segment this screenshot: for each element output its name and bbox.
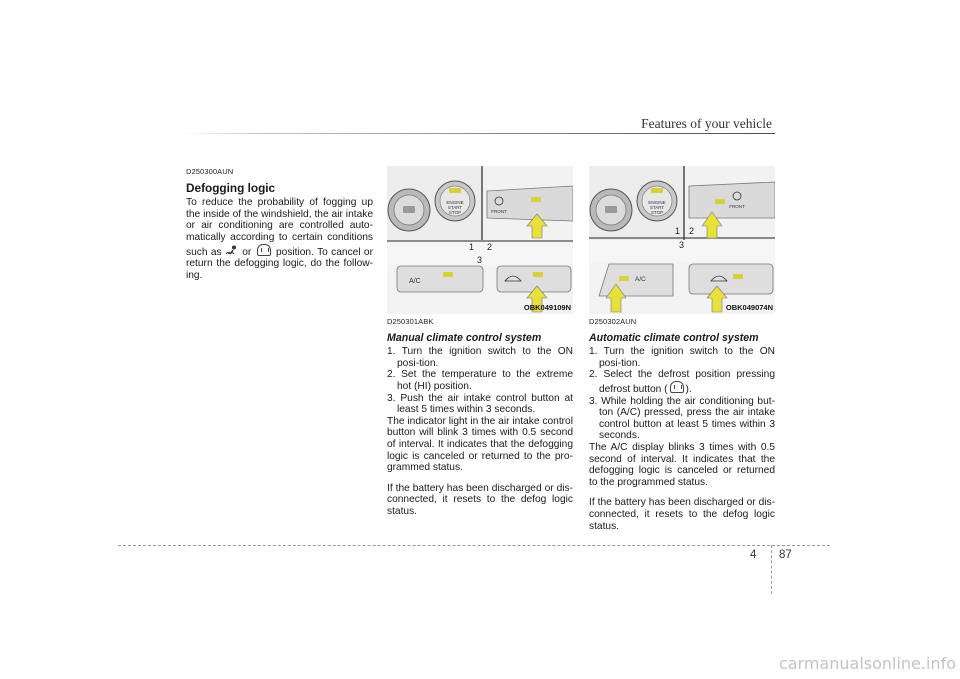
fig2-callout-2: 2 [689,226,695,236]
section-code: D250300AUN [186,167,234,176]
list-item: 2. Set the temperature to the extreme hot (HI) position. [387,369,573,392]
figure-ref-code: OBK049074N [725,303,773,312]
chapter-number: 4 [750,549,757,561]
figure-manual-controls [387,166,573,314]
figure-automatic-controls [589,166,775,314]
list-item: 1. Turn the ignition switch to the ON posi-tion. [589,346,775,369]
manual-controls-illustration [387,166,573,314]
page-number: 87 [779,549,792,561]
fig1-start-label: START [447,205,463,210]
intro-text-1: To reduce the probability of fogging up the inside of the windshield, the air intake or air conditioning are controlled auto-matically according to certain conditions such as [186,197,373,258]
list-item: 1. Turn the ignition switch to the ON posi-tion. [387,346,573,369]
fig2-engine-label: ENGINE [648,200,666,205]
defrost-icon [257,244,271,256]
automatic-paragraph-2: If the battery has been discharged or dis-connected, it resets to the defog logic status. [589,497,775,532]
subsection-title: Manual climate control system [387,331,542,344]
intro-text-2: position. To cancel or return the defogging logic, do the follow-ing. [186,246,373,281]
manual-paragraph-2: If the battery has been discharged or dis-connected, it resets to the defog logic status. [387,482,573,517]
list-item [589,369,775,395]
fig1-front-label: FRONT [491,209,507,214]
section-title: Features of your vehicle [641,116,772,131]
floor-defrost-icon [225,245,239,256]
subsection-title: Automatic climate control system [589,331,759,344]
fig2-stop-label: STOP [650,210,664,215]
fig1-callout-2: 2 [487,242,493,252]
defrost-icon [670,381,684,393]
automatic-controls-illustration [589,166,775,314]
fig1-ac-label: A/C [409,278,421,285]
section-code: D250302AUN [589,317,637,326]
manual-paragraph-1: The indicator light in the air intake control button will blink 3 times with 0.5 second of interval. It indicates that the defogging logic is canceled or returned to the pro-grammed status. [387,415,573,474]
watermark: carmanualsonline.info [778,654,956,673]
intro-text-or: or [242,246,252,258]
automatic-column [589,316,775,532]
fig2-ac-label: A/C [635,276,646,283]
fig2-callout-3: 3 [679,240,685,250]
automatic-paragraph-1: The A/C display blinks 3 times with 0.5 second of interval. It indicates that the defogging logic is canceled or returned to the programmed status. [589,441,775,488]
header-rule [183,133,775,134]
fig1-engine-label: ENGINE [446,200,464,205]
footer-divider [771,545,772,594]
section-heading: Defogging logic [186,180,276,195]
fig2-front-label: FRONT [729,204,745,209]
intro-paragraph [186,197,373,281]
fig1-callout-1: 1 [469,242,475,252]
manual-steps [387,346,573,416]
fig1-callout-3: 3 [477,255,483,265]
list-item: 3. Push the air intake control button at least 5 times within 3 seconds. [387,392,573,416]
list-item: 3. While holding the air conditioning but-ton (A/C) pressed, press the air intake control button at least 5 times within 3 seconds. [589,395,775,442]
manual-column [387,316,573,518]
figure-ref-code: OBK049109N [523,303,571,312]
fig2-start-label: START [649,205,665,210]
step2-text-2: ). [685,383,692,395]
fig2-callout-1: 1 [675,226,681,236]
automatic-steps [589,346,775,442]
step2-text-1: 2. Select the defrost position pressing defrost button ( [589,369,775,395]
footer-rule [118,545,830,546]
intro-column [186,166,373,281]
fig1-stop-label: STOP [448,210,462,215]
section-code: D250301ABK [387,317,434,326]
